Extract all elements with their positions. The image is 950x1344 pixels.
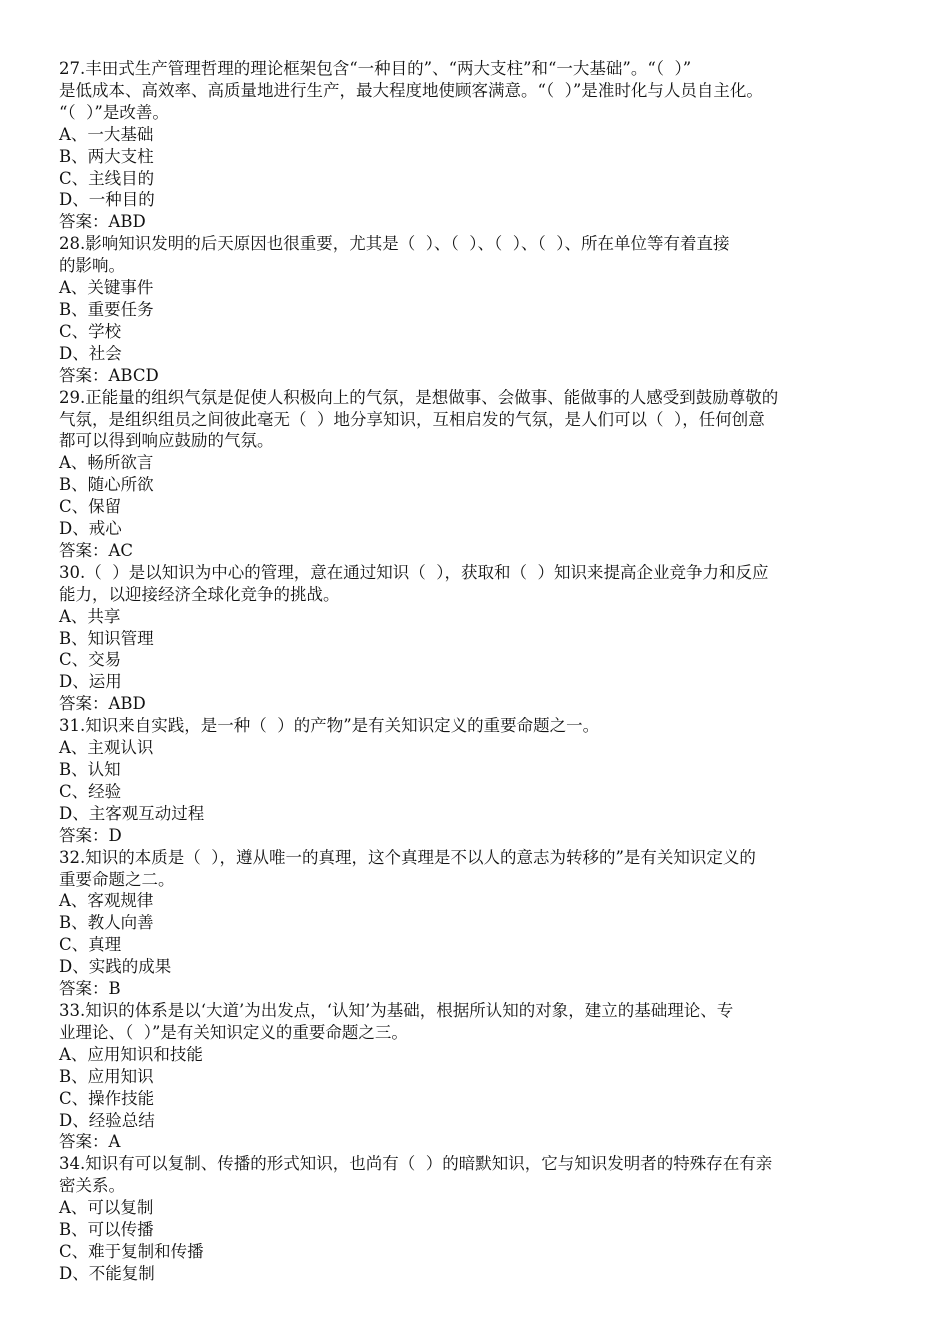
answer-option: A、主观认识 <box>59 738 154 758</box>
answer-key: 答案：ABD <box>59 694 146 714</box>
question-text-line: 32.知识的本质是（ ），遵从唯一的真理，这个真理是不以人的意志为转移的”是有关知识定义的 <box>59 847 756 867</box>
answer-option: A、畅所欲言 <box>59 453 154 473</box>
answer-option: C、难于复制和传播 <box>59 1241 204 1261</box>
answer-option: D、经验总结 <box>59 1110 155 1130</box>
answer-option: D、主客观互动过程 <box>59 803 205 823</box>
answer-key: 答案：A <box>59 1132 121 1152</box>
answer-option: D、戒心 <box>59 519 122 539</box>
answer-option: C、经验 <box>59 781 122 801</box>
answer-option: A、一大基础 <box>59 124 154 144</box>
answer-option: A、共享 <box>59 606 121 626</box>
answer-key: 答案：AC <box>59 540 134 560</box>
answer-option: C、操作技能 <box>59 1088 155 1108</box>
question-text-line: 是低成本、高效率、高质量地进行生产，最大程度地使顾客满意。“（ ）”是准时化与人员自主化。 <box>59 80 763 100</box>
question-text-line: 气氛，是组织组员之间彼此毫无（ ）地分享知识，互相启发的气氛，是人们可以（ ），任何创意 <box>59 409 765 429</box>
answer-option: A、可以复制 <box>59 1198 154 1218</box>
answer-option: D、运用 <box>59 672 122 692</box>
question-block <box>59 847 901 1000</box>
question-text-line: 31.知识来自实践，是一种（ ）的产物”是有关知识定义的重要命题之一。 <box>59 716 600 736</box>
answer-option: B、随心所欲 <box>59 475 154 495</box>
question-text-line: 的影响。 <box>59 256 125 276</box>
question-text-line: “（ ）”是改善。 <box>59 102 169 122</box>
answer-option: B、重要任务 <box>59 299 154 319</box>
answer-option: A、应用知识和技能 <box>59 1044 203 1064</box>
answer-key: 答案：D <box>59 825 122 845</box>
answer-option: A、客观规律 <box>59 891 154 911</box>
answer-option: C、交易 <box>59 650 122 670</box>
answer-key: 答案：B <box>59 979 121 999</box>
answer-option: A、关键事件 <box>59 278 154 298</box>
question-text-line: 能力，以迎接经济全球化竞争的挑战。 <box>59 584 340 604</box>
answer-option: B、两大支柱 <box>59 146 154 166</box>
question-text-line: 29.正能量的组织气氛是促使人积极向上的气氛，是想做事、会做事、能做事的人感受到鼓励尊敬的 <box>59 387 779 407</box>
answer-key: 答案：ABD <box>59 212 146 232</box>
answer-option: B、教人向善 <box>59 913 154 933</box>
question-block <box>59 562 901 715</box>
question-block <box>59 58 901 233</box>
answer-option: B、应用知识 <box>59 1066 154 1086</box>
question-text-line: 27.丰田式生产管理哲理的理论框架包含“一种目的”、“两大支柱”和“一大基础”。“（ ）” <box>59 59 692 78</box>
question-text-line: 业理论、（ ）”是有关知识定义的重要命题之三。 <box>59 1022 408 1042</box>
question-text-line: 34.知识有可以复制、传播的形式知识，也尚有（ ）的暗默知识，它与知识发明者的特殊存在有亲 <box>59 1154 773 1174</box>
question-block <box>59 233 901 386</box>
answer-option: D、实践的成果 <box>59 957 172 977</box>
answer-option: B、可以传播 <box>59 1220 154 1240</box>
answer-option: D、社会 <box>59 343 122 363</box>
question-block <box>59 715 901 846</box>
question-text-line: 重要命题之二。 <box>59 869 175 889</box>
answer-option: B、认知 <box>59 760 121 779</box>
answer-option: C、保留 <box>59 497 122 517</box>
document-body <box>59 58 901 1285</box>
question-text-line: 30.（ ）是以知识为中心的管理，意在通过知识（ ），获取和（ ）知识来提高企业竞争力和反应 <box>59 562 769 582</box>
question-text-line: 都可以得到响应鼓励的气氛。 <box>59 431 274 451</box>
answer-option: C、真理 <box>59 935 122 955</box>
answer-option: C、主线目的 <box>59 168 155 188</box>
answer-option: D、不能复制 <box>59 1263 155 1283</box>
question-block <box>59 387 901 562</box>
answer-key: 答案：ABCD <box>59 365 159 385</box>
answer-option: D、一种目的 <box>59 190 155 210</box>
question-block <box>59 1153 901 1284</box>
question-text-line: 33.知识的体系是以‘大道’为出发点，‘认知’为基础，根据所认知的对象，建立的基础理论、专 <box>59 1000 734 1020</box>
answer-option: B、知识管理 <box>59 628 154 648</box>
question-block <box>59 1000 901 1153</box>
question-text-line: 28.影响知识发明的后天原因也很重要，尤其是（ ）、（ ）、（ ）、（ ）、所在单位等有着直接 <box>59 234 730 254</box>
question-text-line: 密关系。 <box>59 1176 125 1196</box>
answer-option: C、学校 <box>59 321 122 341</box>
